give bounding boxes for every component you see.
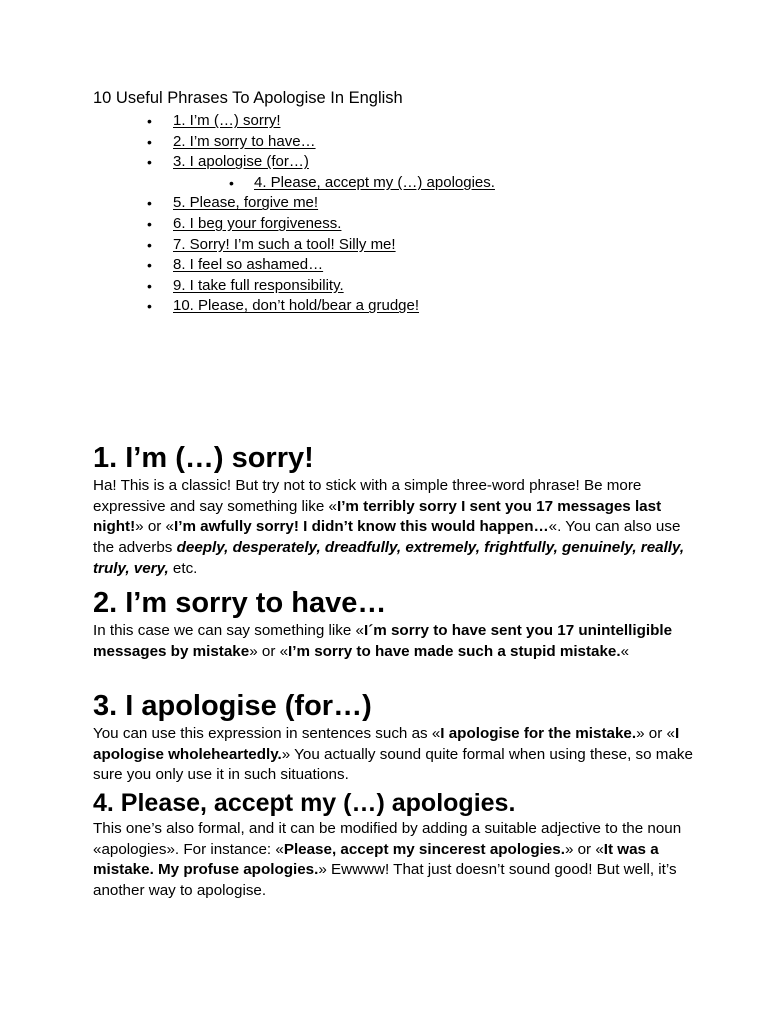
body-text: Ha! This is a classic! But try not to stick with a simple three-word phrase! Be more expressive and say something like « bbox=[93, 477, 642, 515]
section-body bbox=[93, 819, 693, 902]
table-of-contents bbox=[0, 111, 768, 317]
example-phrase: I’m awfully sorry! I didn’t know this would happen… bbox=[174, 518, 549, 536]
bullet-icon: • bbox=[147, 215, 152, 232]
bullet-icon: • bbox=[229, 174, 234, 191]
bullet-icon: • bbox=[147, 277, 152, 294]
toc-item bbox=[0, 152, 768, 173]
bullet-icon: • bbox=[147, 298, 152, 315]
toc-link-10[interactable]: 10. Please, don’t hold/bear a grudge! bbox=[173, 297, 420, 315]
toc-link-5[interactable]: 5. Please, forgive me! bbox=[173, 194, 319, 212]
bullet-icon: • bbox=[147, 195, 152, 212]
toc-link-9[interactable]: 9. I take full responsibility. bbox=[173, 276, 344, 294]
example-phrase: I apologise for the mistake. bbox=[440, 725, 637, 742]
toc-link-6[interactable]: 6. I beg your forgiveness. bbox=[173, 214, 342, 232]
body-text: » or « bbox=[135, 518, 175, 536]
example-phrase: It was a mistake. My profuse apologies. bbox=[93, 840, 659, 879]
bullet-icon: • bbox=[147, 257, 152, 274]
body-text: etc. bbox=[168, 559, 198, 577]
body-text: « bbox=[620, 642, 630, 660]
example-phrase: I’m sorry to have made such a stupid mistake. bbox=[288, 642, 621, 660]
section-1 bbox=[93, 440, 693, 580]
body-text: » or « bbox=[249, 642, 289, 660]
toc-item bbox=[0, 111, 768, 132]
section-heading: 1. I’m (…) sorry! bbox=[93, 442, 314, 474]
bullet-icon: • bbox=[147, 113, 152, 129]
body-text: This one’s also formal, and it can be modified by adding a suitable adjective to the noun «apologies». For instance: « bbox=[93, 820, 682, 858]
section-3 bbox=[93, 688, 693, 786]
toc-link-3[interactable]: 3. I apologise (for…) bbox=[173, 153, 309, 171]
example-phrase: Please, accept my sincerest apologies. bbox=[283, 840, 565, 858]
toc-link-7[interactable]: 7. Sorry! I’m such a tool! Silly me! bbox=[173, 235, 396, 253]
toc-item bbox=[0, 132, 768, 153]
bullet-icon: • bbox=[147, 133, 152, 150]
body-text: You can use this expression in sentences such as « bbox=[93, 725, 441, 742]
section-body bbox=[93, 724, 693, 786]
body-text: » or « bbox=[636, 725, 675, 742]
body-text: In this case we can say something like « bbox=[93, 622, 364, 639]
example-phrase: I apologise wholeheartedly. bbox=[93, 725, 680, 763]
toc-link-8[interactable]: 8. I feel so ashamed… bbox=[173, 256, 324, 274]
example-phrase: I´m sorry to have sent you 17 unintelligible messages by mistake bbox=[93, 622, 673, 660]
toc-item bbox=[0, 214, 768, 235]
section-heading: 2. I’m sorry to have… bbox=[93, 587, 387, 619]
toc-item bbox=[0, 296, 768, 317]
section-heading: 4. Please, accept my (…) apologies. bbox=[93, 789, 516, 817]
section-4 bbox=[93, 787, 693, 902]
section-body bbox=[93, 621, 693, 662]
toc-link-2[interactable]: 2. I’m sorry to have… bbox=[173, 132, 316, 150]
body-text: «. You can also use the adverbs bbox=[93, 518, 681, 557]
section-2 bbox=[93, 585, 693, 662]
adverb-list: deeply, desperately, dreadfully, extremely, frightfully, genuinely, really, truly, very, bbox=[93, 539, 685, 577]
toc-item bbox=[0, 173, 768, 194]
toc-link-4[interactable]: 4. Please, accept my (…) apologies. bbox=[254, 173, 495, 191]
body-text: » Ewwww! That just doesn’t sound good! But well, it’s another way to apologise. bbox=[93, 861, 677, 900]
section-heading: 3. I apologise (for…) bbox=[93, 690, 372, 722]
toc-link-1[interactable]: 1. I’m (…) sorry! bbox=[173, 112, 281, 129]
bullet-icon: • bbox=[147, 236, 152, 253]
toc-item bbox=[0, 193, 768, 214]
body-text: » You actually sound quite formal when using these, so make sure you only use it in such situations. bbox=[93, 745, 693, 784]
section-body bbox=[93, 476, 693, 580]
example-phrase: I’m terribly sorry I sent you 17 messages last night! bbox=[93, 497, 662, 536]
toc-item bbox=[0, 276, 768, 297]
document-title: 10 Useful Phrases To Apologise In English bbox=[93, 89, 403, 107]
body-text: » or « bbox=[564, 840, 604, 858]
bullet-icon: • bbox=[147, 154, 152, 171]
toc-item bbox=[0, 235, 768, 256]
toc-item bbox=[0, 255, 768, 276]
